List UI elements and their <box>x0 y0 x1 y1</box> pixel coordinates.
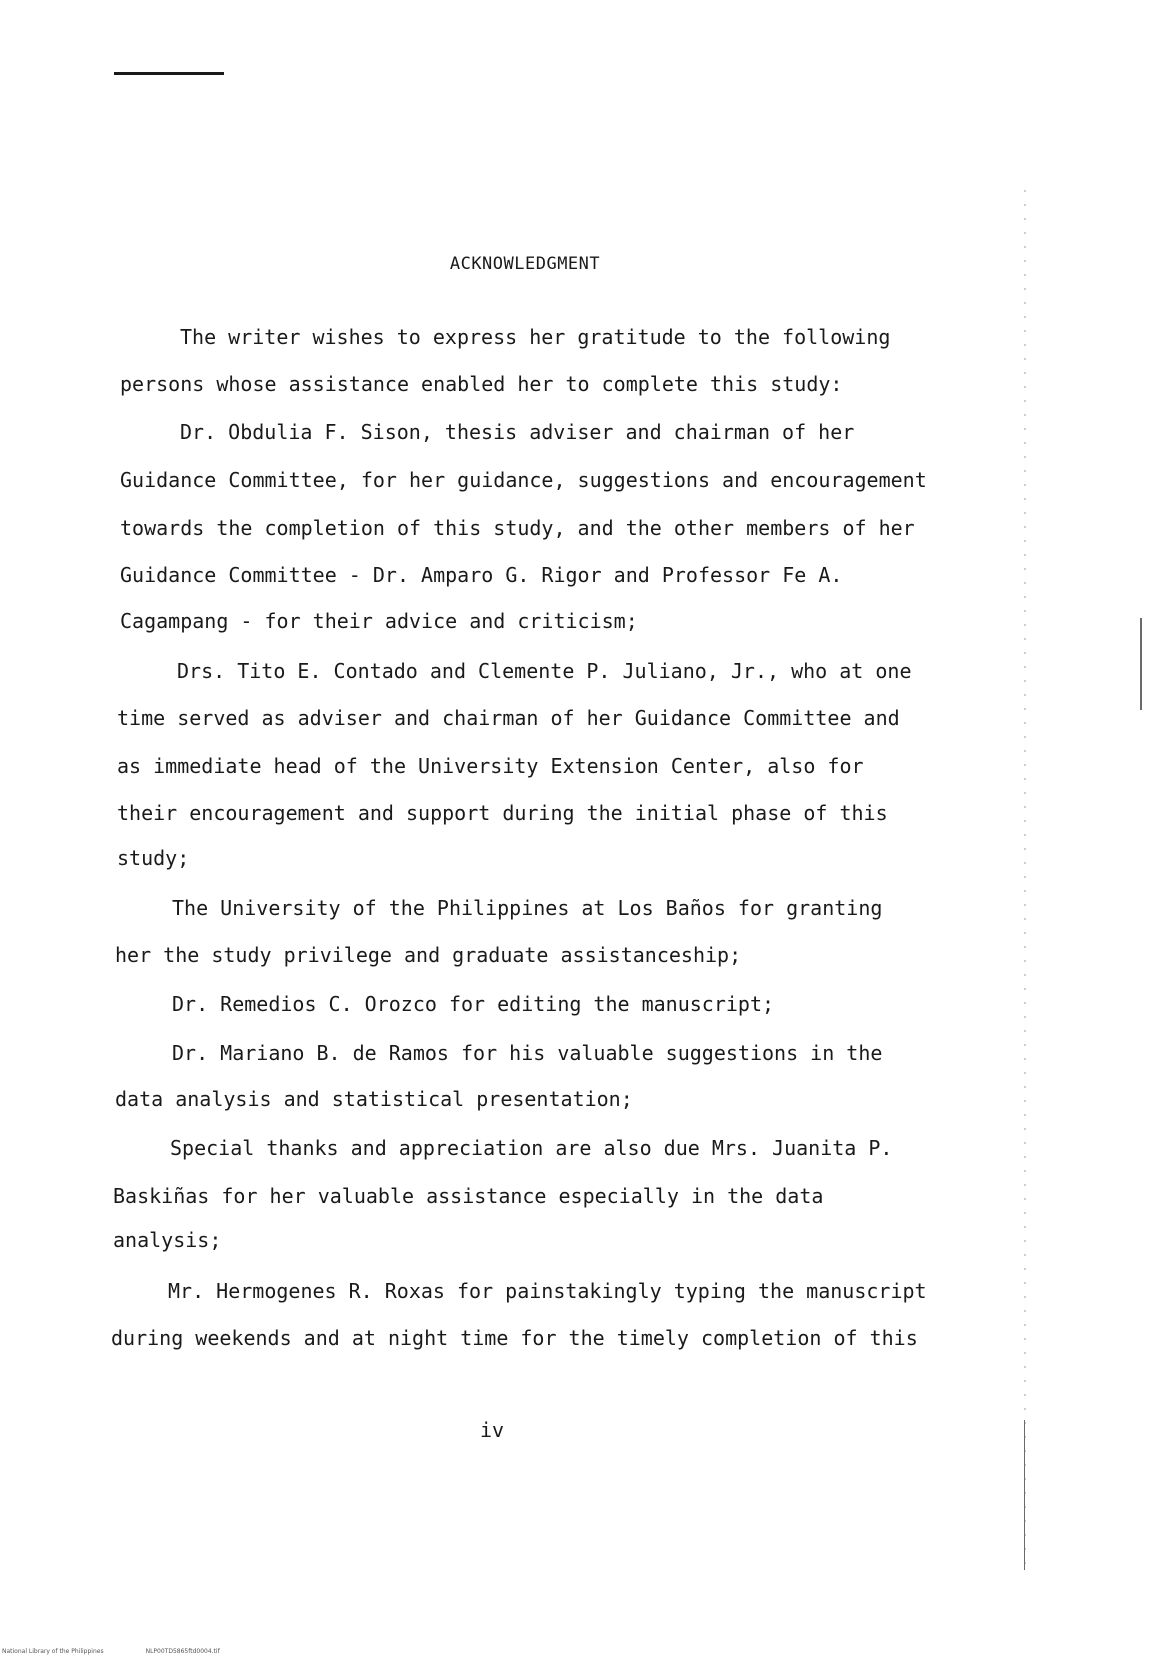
text-line: Special thanks and appreciation are also due Mrs. Juanita P. <box>170 1136 893 1160</box>
scan-footer <box>2 1648 262 1655</box>
text-line: The University of the Philippines at Los Baños for granting <box>172 896 883 920</box>
text-line: her the study privilege and graduate assistanceship; <box>115 943 742 967</box>
text-line: persons whose assistance enabled her to complete this study: <box>120 372 843 396</box>
margin-mark-1 <box>1140 618 1142 710</box>
text-line: towards the completion of this study, and the other members of her <box>120 516 915 540</box>
document-title: ACKNOWLEDGMENT <box>449 254 601 274</box>
text-line: Guidance Committee - Dr. Amparo G. Rigor and Professor Fe A. <box>120 563 843 587</box>
footer-file: NLP00TD5865ftd0004.tif <box>145 1648 220 1655</box>
text-line: study; <box>117 846 190 870</box>
text-line: The writer wishes to express her gratitude to the following <box>180 325 891 349</box>
top-rule <box>114 72 224 75</box>
text-line: data analysis and statistical presentation; <box>115 1087 633 1111</box>
page-number: iv <box>480 1418 505 1442</box>
text-line: Dr. Remedios C. Orozco for editing the manuscript; <box>172 992 775 1016</box>
text-line: analysis; <box>113 1228 222 1252</box>
margin-mark-2 <box>1024 1420 1025 1570</box>
scan-edge-dots <box>1024 190 1026 1570</box>
text-line: Drs. Tito E. Contado and Clemente P. Juliano, Jr., who at one <box>177 659 912 683</box>
text-line: Dr. Obdulia F. Sison, thesis adviser and chairman of her <box>180 420 855 444</box>
text-line: Cagampang - for their advice and criticism; <box>120 609 638 633</box>
text-line: Dr. Mariano B. de Ramos for his valuable suggestions in the <box>172 1041 883 1065</box>
text-line: Mr. Hermogenes R. Roxas for painstakingly typing the manuscript <box>168 1279 927 1303</box>
footer-library: National Library of the Philippines <box>2 1648 104 1655</box>
text-line: their encouragement and support during the initial phase of this <box>117 801 888 825</box>
text-line: Guidance Committee, for her guidance, suggestions and encouragement <box>120 468 927 492</box>
text-line: time served as adviser and chairman of her Guidance Committee and <box>117 706 900 730</box>
text-line: during weekends and at night time for the timely completion of this <box>111 1326 918 1350</box>
text-line: Baskiñas for her valuable assistance especially in the data <box>113 1184 824 1208</box>
text-line: as immediate head of the University Extension Center, also for <box>117 754 864 778</box>
